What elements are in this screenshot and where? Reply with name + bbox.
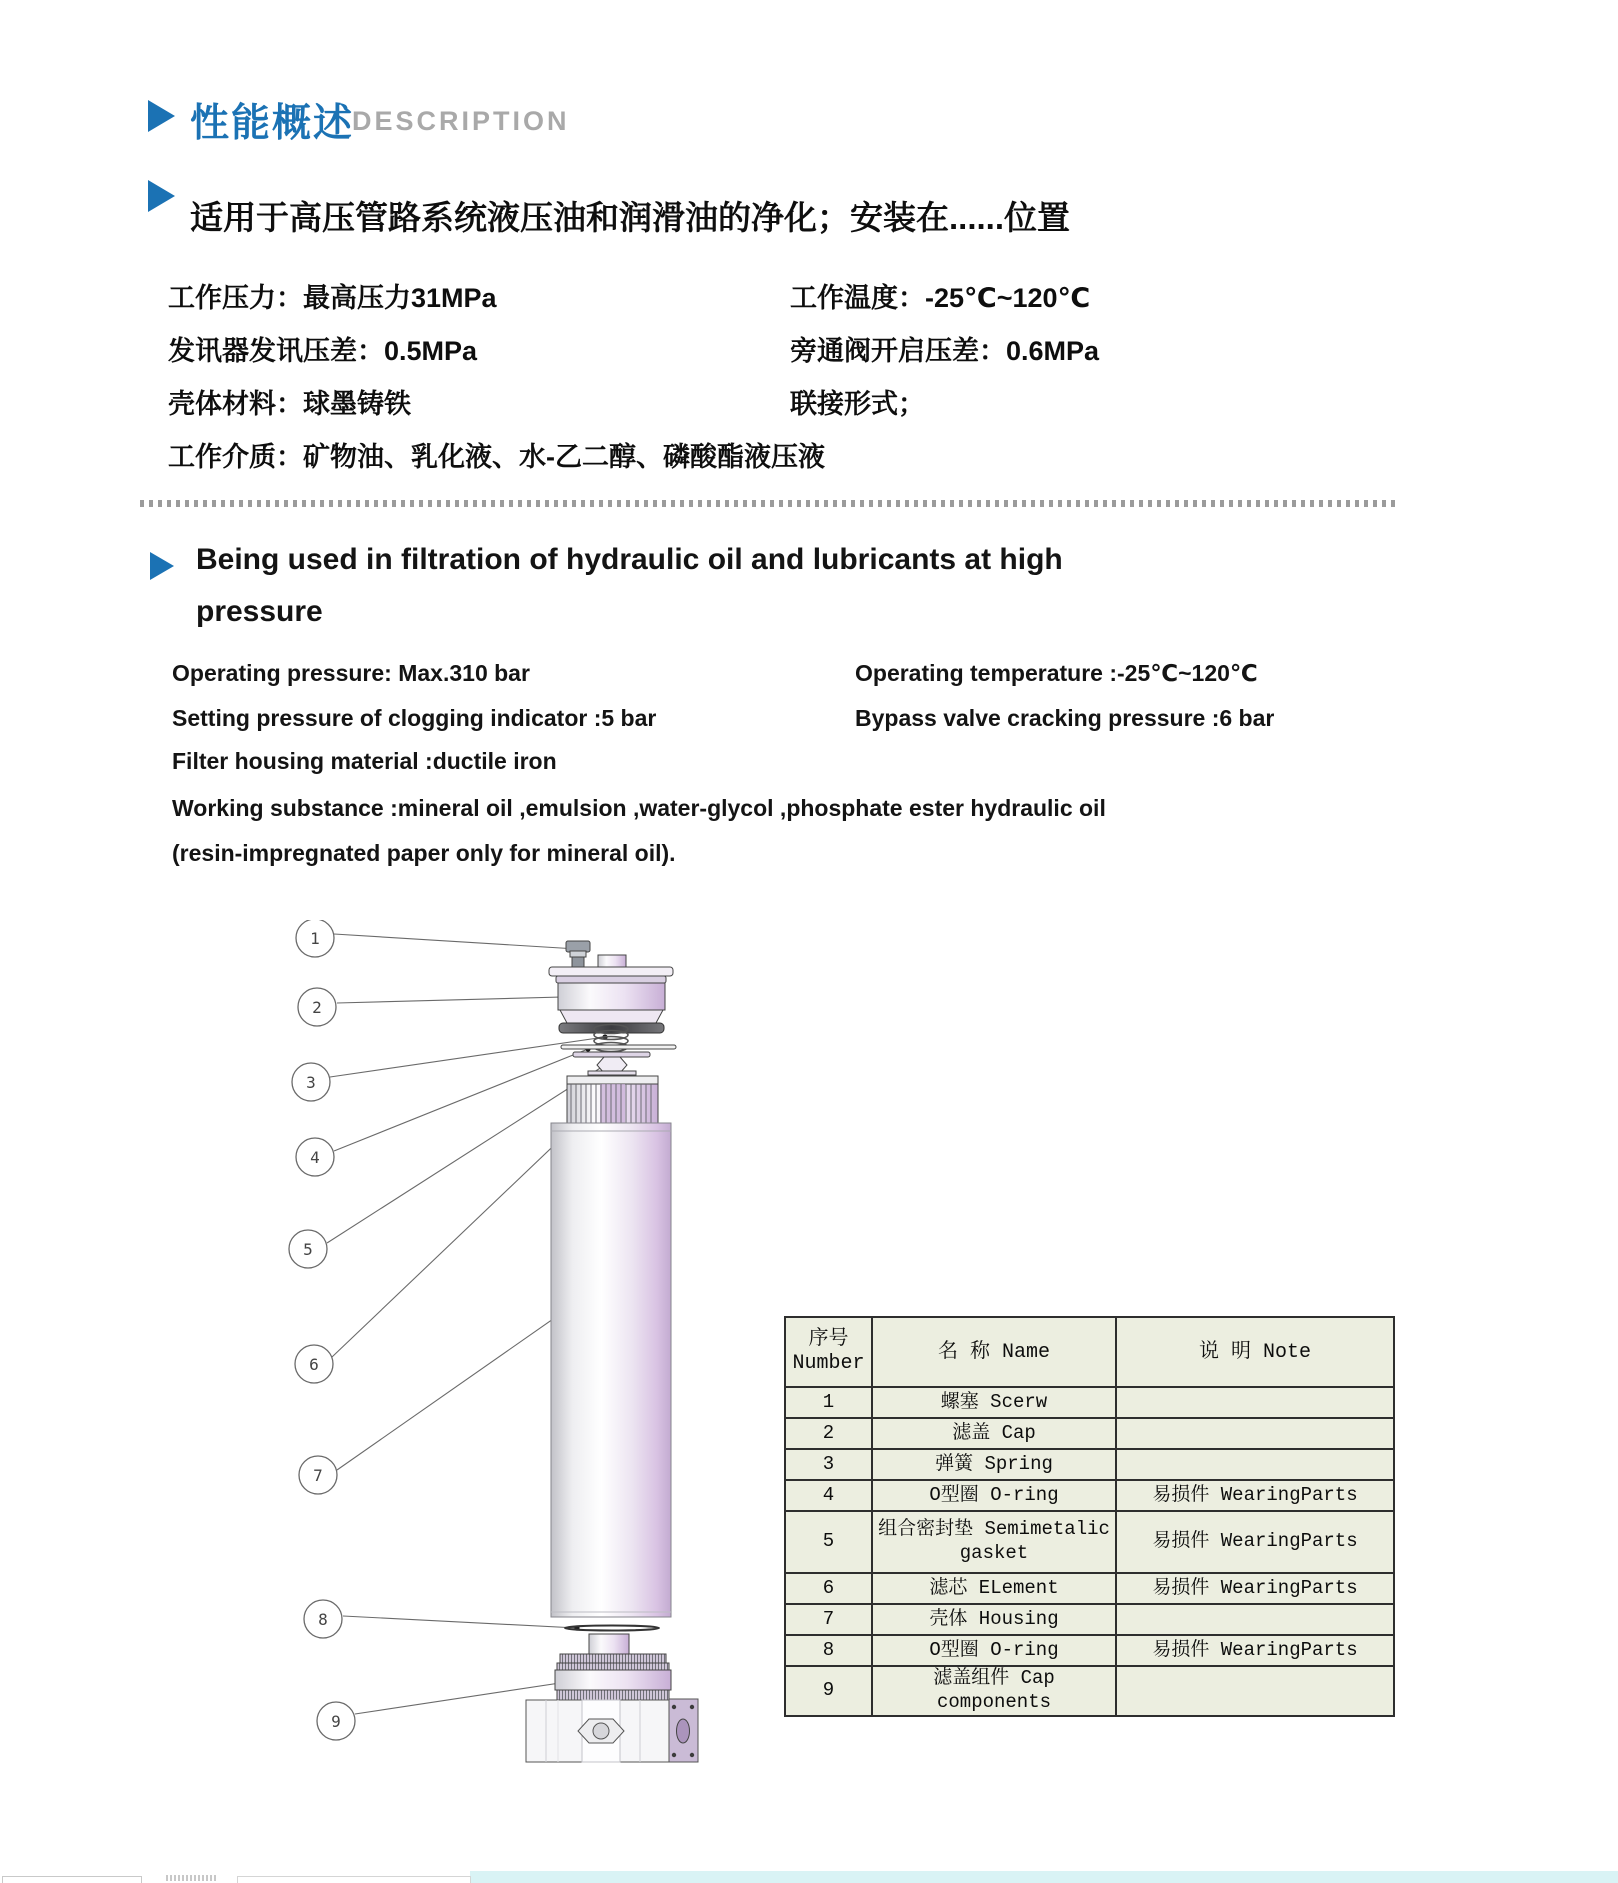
footer-box-left [2,1876,142,1883]
en-spec-left-3: Filter housing material :ductile iron [172,748,557,774]
en-heading-line1: Being used in filtration of hydraulic oil and lubricants at high [196,543,1063,576]
zh-spec-right-3: 联接形式； [790,389,925,419]
parts-table-header [785,1317,1394,1387]
header-name: 名 称 Name [872,1317,1116,1387]
dotted-divider [140,500,1398,507]
en-heading-arrow-icon [150,552,174,580]
cell-no: 6 [785,1573,872,1604]
filter-element-drawing [567,1076,658,1123]
zh-spec-right-2: 旁通阀开启压差：0.6MPa [790,336,1100,366]
cap-drawing [549,955,673,1033]
cell-name: 组合密封垫 Semimetalic gasket [872,1511,1116,1573]
table-row [785,1604,1394,1635]
zh-heading-arrow-icon [148,180,175,212]
en-spec-left-2: Setting pressure of clogging indicator :5 bar [172,705,657,731]
zh-heading: 适用于高压管路系统液压油和润滑油的净化；安装在......位置 [190,199,1071,236]
cell-note: 易损件 WearingParts [1116,1480,1394,1511]
table-row [785,1635,1394,1666]
callout-2: 2 [312,998,322,1017]
table-row [785,1387,1394,1418]
exploded-view-diagram [240,920,710,1780]
table-row [785,1449,1394,1480]
bottom-cap-drawing [555,1634,671,1700]
washer-gasket-drawing [561,1045,676,1075]
cell-no: 2 [785,1418,872,1449]
cell-note [1116,1604,1394,1635]
cell-note [1116,1449,1394,1480]
table-row [785,1511,1394,1573]
cell-note [1116,1418,1394,1449]
cell-no: 7 [785,1604,872,1635]
cell-name: 螺塞 Scerw [872,1387,1116,1418]
en-spec-right-2: Bypass valve cracking pressure :6 bar [855,705,1275,731]
header-number-en: Number [792,1352,865,1375]
cell-no: 9 [785,1666,872,1716]
housing-drawing [551,1123,671,1617]
en-spec-left-4: Working substance :mineral oil ,emulsion ,water-glycol ,phosphate ester hydraulic oil [172,795,1106,821]
cell-note: 易损件 WearingParts [1116,1635,1394,1666]
table-row [785,1666,1394,1716]
cell-note: 易损件 WearingParts [1116,1573,1394,1604]
cell-name: 滤盖组件 Cap components [872,1666,1116,1716]
header-number-zh: 序号 [808,1328,849,1351]
cell-note [1116,1666,1394,1716]
cell-no: 8 [785,1635,872,1666]
cell-no: 3 [785,1449,872,1480]
callout-1: 1 [310,929,320,948]
zh-spec-left-2: 发讯器发讯压差：0.5MPa [168,336,478,366]
cell-name: 壳体 Housing [872,1604,1116,1635]
callout-5: 5 [303,1240,313,1259]
zh-spec-left-1: 工作压力：最高压力31MPa [168,283,497,313]
cell-name: 滤盖 Cap [872,1418,1116,1449]
callout-9: 9 [331,1712,341,1731]
parts-table [784,1316,1395,1717]
cell-name: 滤芯 ELement [872,1573,1116,1604]
section-arrow-icon [148,100,175,132]
en-spec-right-1: Operating temperature :-25℃~120℃ [855,660,1258,686]
callout-balloons [289,920,355,1740]
table-row [785,1418,1394,1449]
zh-spec-left-3: 壳体材料：球墨铸铁 [168,389,411,419]
en-heading-line2: pressure [196,595,323,628]
plug-screw-drawing [566,941,590,969]
header-note: 说 明 Note [1116,1317,1394,1387]
callout-6: 6 [309,1355,319,1374]
filter-head-drawing [526,1699,698,1762]
cell-note: 易损件 WearingParts [1116,1511,1394,1573]
footer-text-marks [166,1875,216,1881]
cell-name: O型圈 O-ring [872,1635,1116,1666]
header-number [785,1317,872,1387]
cell-note [1116,1387,1394,1418]
section-title-zh: 性能概述 [190,102,355,145]
cell-no: 4 [785,1480,872,1511]
table-row [785,1573,1394,1604]
table-row [785,1480,1394,1511]
cell-name: O型圈 O-ring [872,1480,1116,1511]
cell-no: 1 [785,1387,872,1418]
cell-name: 弹簧 Spring [872,1449,1116,1480]
en-spec-left-5: (resin-impregnated paper only for mineral oil). [172,840,676,866]
callout-4: 4 [310,1148,320,1167]
footer-box-mid [237,1876,471,1883]
zh-spec-left-4: 工作介质：矿物油、乳化液、水-乙二醇、磷酸酯液压液 [168,442,825,472]
footer-cyan-bar [470,1871,1618,1883]
zh-spec-right-1: 工作温度：-25℃~120℃ [790,283,1091,313]
callout-8: 8 [318,1610,328,1629]
section-title-en: DESCRIPTION [352,106,570,136]
cell-no: 5 [785,1511,872,1573]
callout-7: 7 [313,1466,323,1485]
callout-3: 3 [306,1073,316,1092]
en-spec-left-1: Operating pressure: Max.310 bar [172,660,530,686]
